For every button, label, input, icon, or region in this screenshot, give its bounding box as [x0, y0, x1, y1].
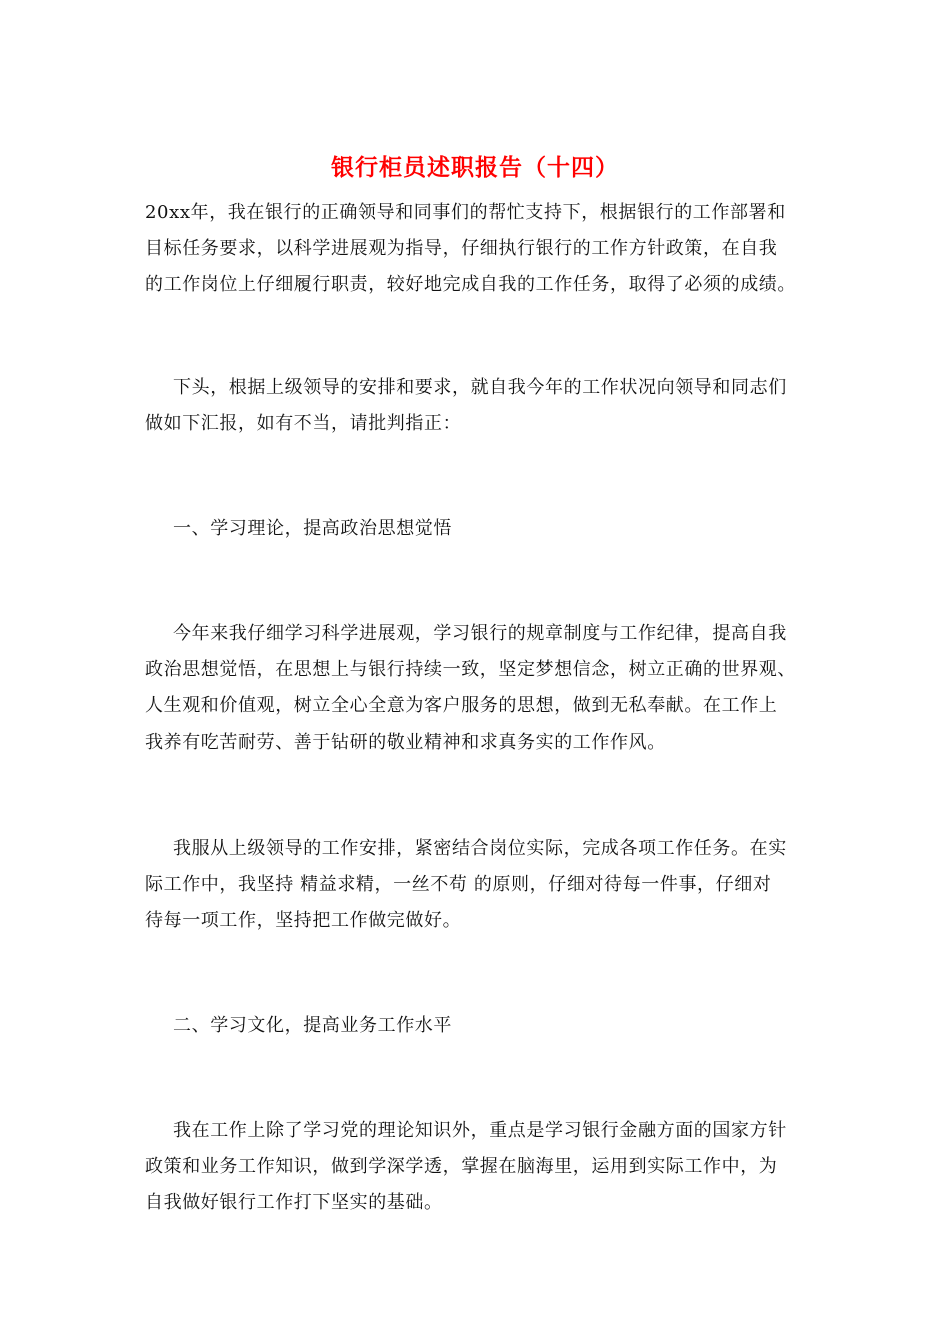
document-title: 银行柜员述职报告（十四）	[331, 154, 619, 181]
paragraph-line: 我养有吃苦耐劳、善于钻研的敬业精神和求真务实的工作作风。	[145, 732, 666, 753]
paragraph-line: 目标任务要求，以科学进展观为指导，仔细执行银行的工作方针政策，在自我	[145, 238, 778, 259]
paragraph-line: 人生观和价值观，树立全心全意为客户服务的思想，做到无私奉献。在工作上	[145, 695, 778, 716]
section-heading: 二、学习文化，提高业务工作水平	[173, 1015, 452, 1036]
paragraph-line: 今年来我仔细学习科学进展观，学习银行的规章制度与工作纪律，提高自我	[173, 623, 787, 644]
paragraph-line: 我在工作上除了学习党的理论知识外，重点是学习银行金融方面的国家方针	[173, 1120, 787, 1141]
paragraph-line: 政治思想觉悟，在思想上与银行持续一致，坚定梦想信念，树立正确的世界观、	[145, 659, 796, 680]
paragraph-line: 我服从上级领导的工作安排，紧密结合岗位实际，完成各项工作任务。在实	[173, 838, 787, 859]
paragraph-line: 的工作岗位上仔细履行职责，较好地完成自我的工作任务，取得了必须的成绩。	[145, 274, 796, 295]
paragraph-line: 际工作中，我坚持 精益求精，一丝不苟 的原则，仔细对待每一件事，仔细对	[145, 874, 772, 895]
paragraph-line: 下头，根据上级领导的安排和要求，就自我今年的工作状况向领导和同志们	[173, 377, 787, 398]
paragraph-line: 做如下汇报，如有不当，请批判指正：	[145, 413, 462, 434]
paragraph-line: 待每一项工作，坚持把工作做完做好。	[145, 910, 462, 931]
paragraph-line: 20xx年，我在银行的正确领导和同事们的帮忙支持下，根据银行的工作部署和	[145, 202, 786, 223]
paragraph-line: 政策和业务工作知识，做到学深学透，掌握在脑海里，运用到实际工作中，为	[145, 1156, 778, 1177]
section-heading: 一、学习理论，提高政治思想觉悟	[173, 518, 452, 539]
paragraph-line: 自我做好银行工作打下坚实的基础。	[145, 1192, 443, 1213]
